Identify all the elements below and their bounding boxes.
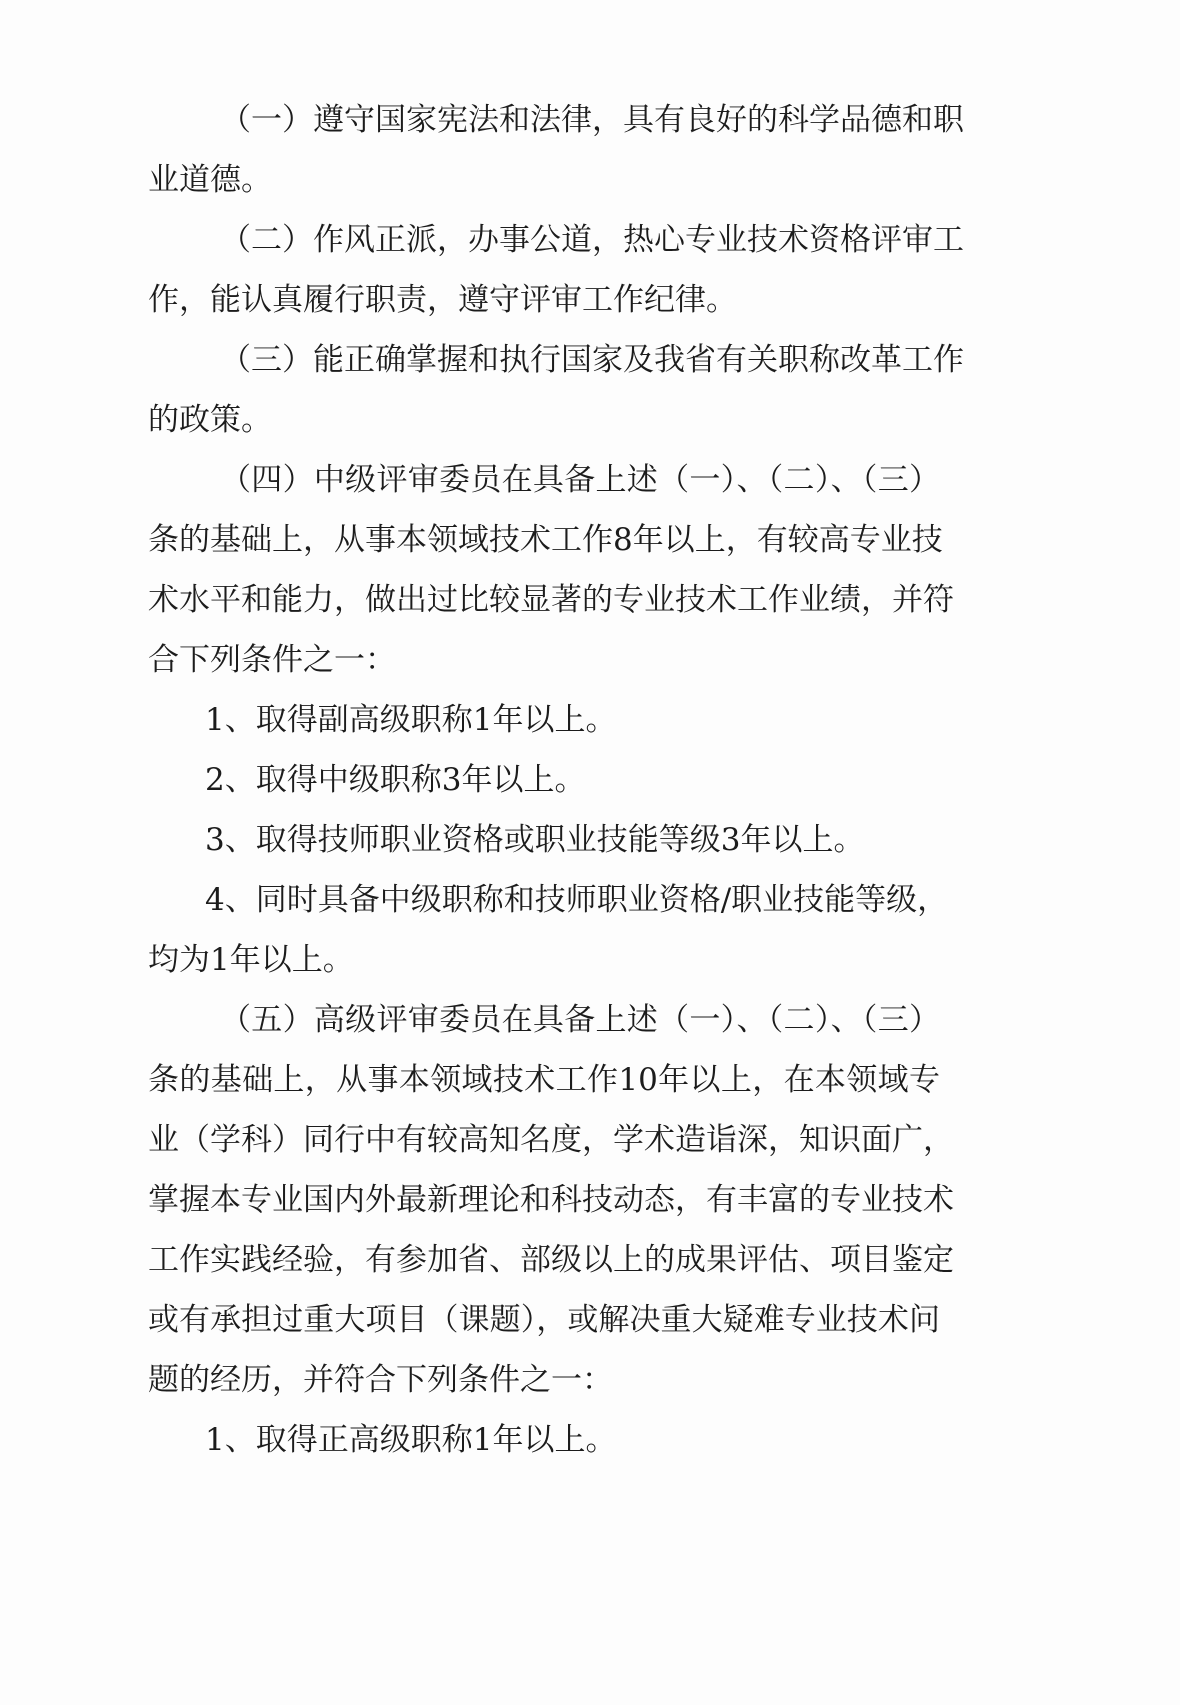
paragraph-3-line-2: 的政策。 (148, 402, 272, 438)
list-item-mid-4-line-1: 4、同时具备中级职称和技师职业资格/职业技能等级， (205, 882, 949, 918)
paragraph-5-line-6: 或有承担过重大项目（课题），或解决重大疑难专业技术问 (148, 1302, 940, 1338)
paragraph-5-line-3: 业（学科）同行中有较高知名度，学术造诣深，知识面广， (148, 1122, 954, 1158)
list-item-mid-1: 1、取得副高级职称1年以上。 (205, 702, 617, 738)
list-item-senior-1: 1、取得正高级职称1年以上。 (205, 1422, 617, 1458)
paragraph-4-line-1: （四）中级评审委员在具备上述（一）、（二）、（三） (220, 462, 940, 498)
paragraph-4-line-3: 术水平和能力，做出过比较显著的专业技术工作业绩，并符 (148, 582, 954, 618)
paragraph-1-line-1: （一）遵守国家宪法和法律，具有良好的科学品德和职 (220, 102, 964, 138)
paragraph-5-line-1: （五）高级评审委员在具备上述（一）、（二）、（三） (220, 1002, 940, 1038)
paragraph-5-line-4: 掌握本专业国内外最新理论和科技动态，有丰富的专业技术 (148, 1182, 954, 1218)
list-item-mid-4-line-2: 均为1年以上。 (148, 942, 354, 978)
paragraph-3-line-1: （三）能正确掌握和执行国家及我省有关职称改革工作 (220, 342, 964, 378)
paragraph-5-line-2: 条的基础上，从事本领域技术工作10年以上，在本领域专 (148, 1062, 940, 1098)
paragraph-2-line-2: 作，能认真履行职责，遵守评审工作纪律。 (148, 282, 737, 318)
paragraph-5-line-7: 题的经历，并符合下列条件之一： (148, 1362, 613, 1398)
paragraph-4-line-4: 合下列条件之一： (148, 642, 396, 678)
paragraph-1-line-2: 业道德。 (148, 162, 272, 198)
paragraph-5-line-5: 工作实践经验，有参加省、部级以上的成果评估、项目鉴定 (148, 1242, 954, 1278)
paragraph-2-line-1: （二）作风正派，办事公道，热心专业技术资格评审工 (220, 222, 964, 258)
paragraph-4-line-2: 条的基础上，从事本领域技术工作8年以上，有较高专业技 (148, 522, 943, 558)
list-item-mid-2: 2、取得中级职称3年以上。 (205, 762, 586, 798)
list-item-mid-3: 3、取得技师职业资格或职业技能等级3年以上。 (205, 822, 865, 858)
